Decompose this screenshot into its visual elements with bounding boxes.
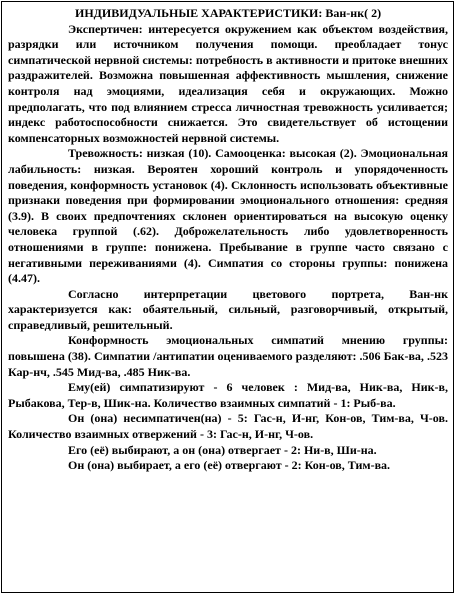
paragraph-sympathies: Ему(ей) симпатизируют - 6 человек : Мид-ва, Ник-ва, Ник-в, Рыбакова, Тер-в, Шик-на. Количество взаимных симпатий - 1: Рыб-ва.: [8, 380, 448, 410]
paragraph-anxiety: Тревожность: низкая (10). Самооценка: высокая (2). Эмоциональная лабильность: низкая. Вероятен хороший контроль и упорядоченность поведения, конформность установок (4). Склонность использовать объективные признаки поведения при формировании эмоционального отношения: средняя (3.9). В своих предпочтениях склонен ориентироваться на высокую оценку человека группой (.62). Доброжелательность либо удовлетворенность отношениями в группе: понижена. Пребывание в группе часто связано с негативными переживаниями (4). Симпатия со стороны группы: понижена (4.47).: [8, 146, 448, 286]
paragraph-chooses-rejected: Он (она) выбирает, а его (её) отвергают - 2: Кон-ов, Тим-ва.: [68, 458, 391, 473]
document-title: ИНДИВИДУАЛЬНЫЕ ХАРАКТЕРИСТИКИ: Ван-нк( 2): [75, 6, 382, 20]
document-body: [8, 6, 448, 474]
paragraph-antipathies: Он (она) несимпатичен(на) - 5: Гас-н, И-нг, Кон-ов, Тим-ва, Ч-ов. Количество взаимных отвержений - 3: Гас-н, И-нг, Ч-ов.: [8, 411, 448, 442]
paragraph-chosen-rejects: Его (её) выбирают, а он (она) отвергает - 2: Ни-в, Ши-на.: [68, 442, 377, 457]
document-frame: [1, 1, 454, 593]
paragraph-extraversion: Экспертичен: интересуется окружением как объектом воздействия, разрядки или источником получения помощи. преобладает тонус симпатической нервной системы: потребность в активности и притоке внешних раздражителей. Возможна повышенная аффективность мышления, снижение контроля над эмоциями, идеализация себя и окружающих. Можно предполагать, что под влиянием стресса личностная тревожность усиливается; индекс работоспособности снижается. Это свидетельствует об истощении компенсаторных возможностей нервной системы.: [8, 21, 448, 145]
paragraph-color-portrait: Согласно интерпретации цветового портрета, Ван-нк характеризуется как: обаятельный, сильный, разговорчивый, открытый, справедливый, решительный.: [8, 286, 448, 332]
paragraph-conformity: Конформность эмоциональных симпатий мнению группы: повышена (38). Симпатии /антипатии оцениваемого разделяют: .506 Бак-ва, .523 Кар-нч, .545 Мид-ва, .485 Ник-ва.: [8, 333, 448, 379]
